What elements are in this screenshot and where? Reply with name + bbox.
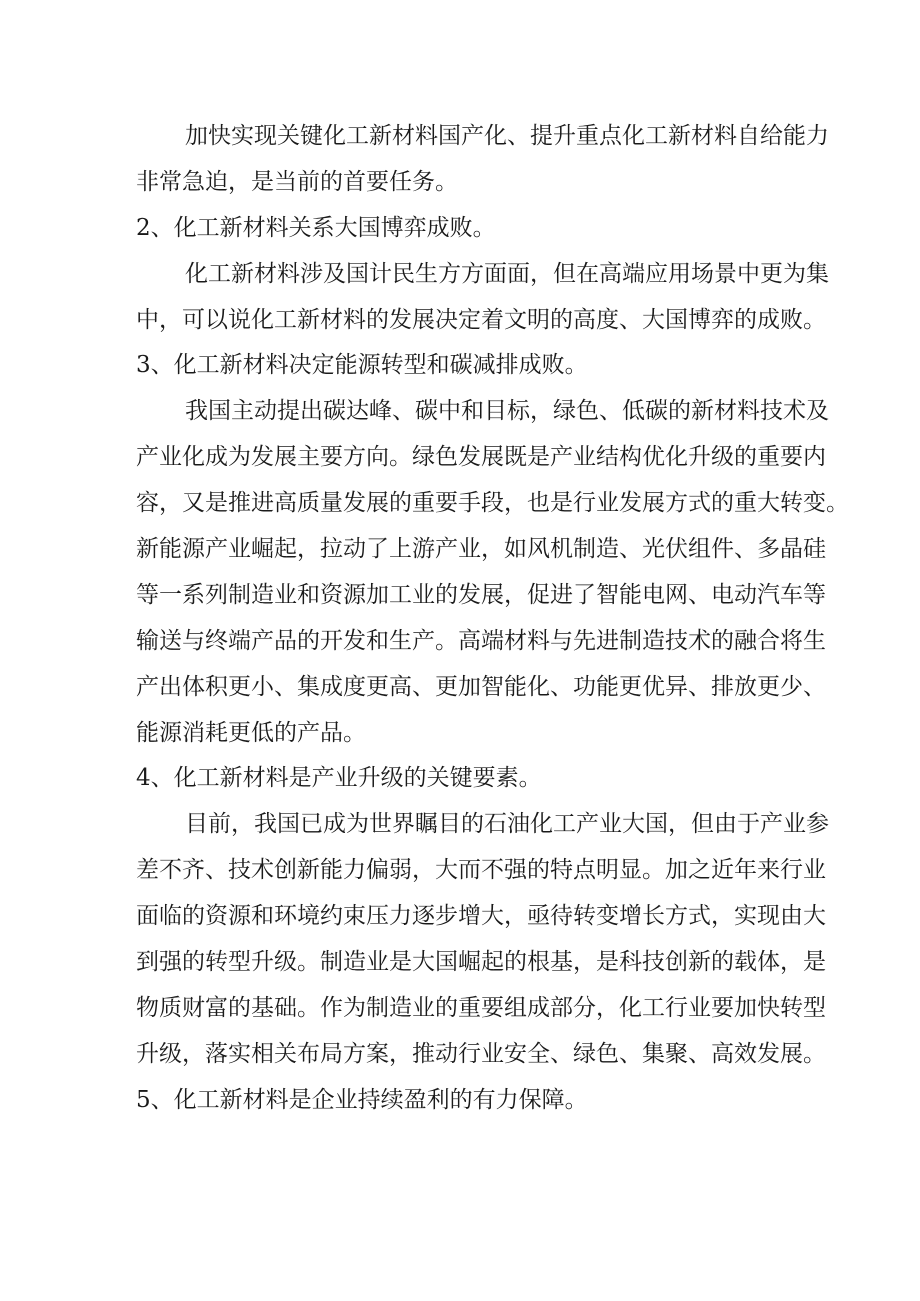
- text-line: 产业化成为发展主要方向。绿色发展既是产业结构优化升级的重要内: [136, 444, 826, 471]
- document-body: [136, 114, 849, 1124]
- text-line: 到强的转型升级。制造业是大国崛起的根基，是科技创新的载体，是: [136, 949, 826, 976]
- text-line: 化工新材料涉及国计民生方方面面，但在高端应用场景中更为集: [185, 260, 829, 287]
- text-line: 差不齐、技术创新能力偏弱，大而不强的特点明显。加之近年来行业: [136, 857, 826, 884]
- text-line: 等一系列制造业和资源加工业的发展，促进了智能电网、电动汽车等: [136, 581, 826, 608]
- text-line: 升级，落实相关布局方案，推动行业安全、绿色、集聚、高效发展。: [136, 1040, 826, 1067]
- text-line: 容，又是推进高质量发展的重要手段，也是行业发展方式的重大转变。: [136, 490, 849, 517]
- text-line: 目前，我国已成为世界瞩目的石油化工产业大国，但由于产业参: [185, 811, 829, 838]
- text-line: 物质财富的基础。作为制造业的重要组成部分，化工行业要加快转型: [136, 994, 826, 1021]
- text-line: 中，可以说化工新材料的发展决定着文明的高度、大国博弈的成败。: [136, 306, 826, 333]
- section-heading: 4、化工新材料是产业升级的关键要素。: [136, 765, 542, 792]
- text-line: 新能源产业崛起，拉动了上游产业，如风机制造、光伏组件、多晶硅: [136, 536, 826, 563]
- section-heading: 3、化工新材料决定能源转型和碳减排成败。: [136, 352, 588, 379]
- text-line: 输送与终端产品的开发和生产。高端材料与先进制造技术的融合将生: [136, 627, 826, 654]
- section-heading: 5、化工新材料是企业持续盈利的有力保障。: [136, 1086, 588, 1113]
- text-line: 非常急迫，是当前的首要任务。: [136, 168, 458, 195]
- text-line: 产出体积更小、集成度更高、更加智能化、功能更优异、排放更少、: [136, 673, 826, 700]
- section-heading: 2、化工新材料关系大国博弈成败。: [136, 214, 496, 241]
- text-line: 加快实现关键化工新材料国产化、提升重点化工新材料自给能力: [185, 123, 829, 149]
- text-line: 能源消耗更低的产品。: [136, 719, 366, 746]
- text-line: 面临的资源和环境约束压力逐步增大，亟待转变增长方式，实现由大: [136, 903, 826, 930]
- text-line: 我国主动提出碳达峰、碳中和目标，绿色、低碳的新材料技术及: [185, 398, 829, 425]
